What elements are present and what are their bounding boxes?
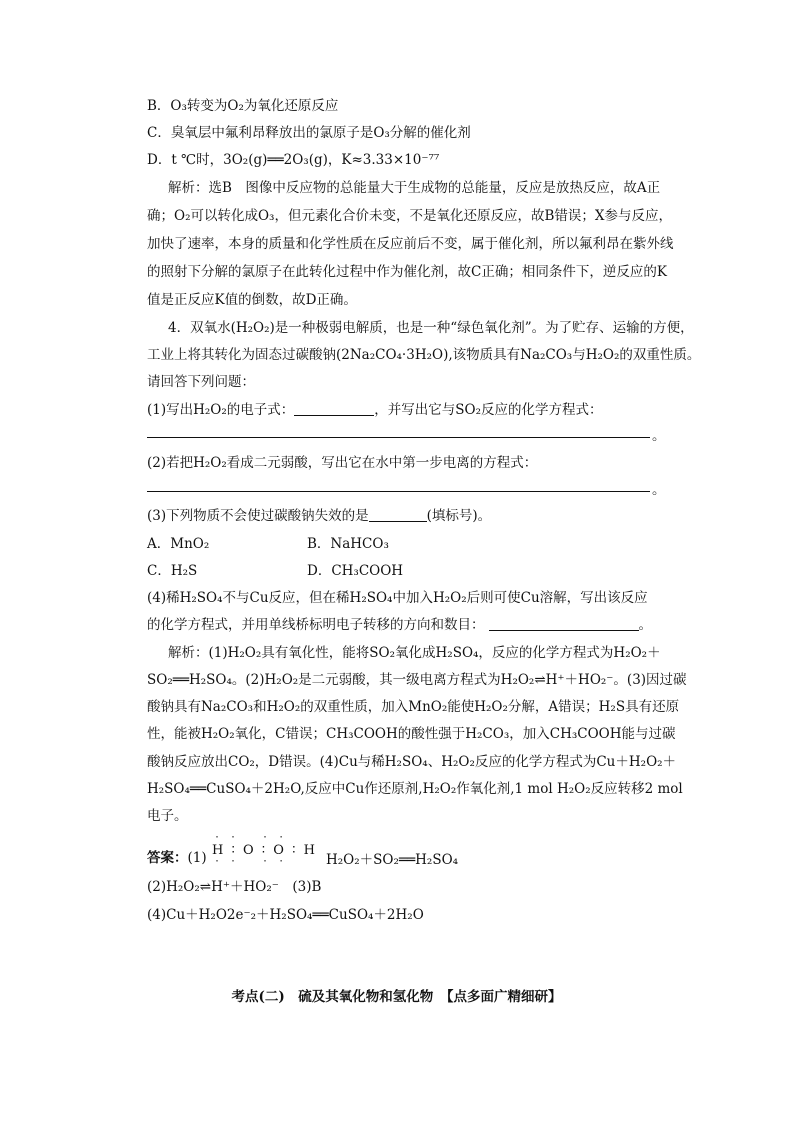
question-4-part-1 [147,402,603,418]
analysis2-line-7: 电子。 [147,808,188,824]
section-heading: 考点(二) 硫及其氧化物和氢化物 【点多面广精细研】 [231,989,562,1005]
answer-line-1[interactable] [147,437,650,438]
analysis-line-1: 解析：选B 图像中反应物的总能量大于生成物的总能量，反应是放热反应，故A正 [168,180,661,196]
question-4-part-4-line-2 [147,617,652,633]
analysis-line-5: 值是正反应K值的倒数，故D正确。 [147,292,357,308]
option-b: B．O₃转变为O₂为氧化还原反应 [147,98,339,114]
answer-label: 答案： [147,850,188,866]
part-1-prompt: (1)写出H₂O₂的电子式： [147,402,295,418]
question-4-part-2: (2)若把H₂O₂看成二元弱酸，写出它在水中第一步电离的方程式： [147,455,538,471]
option-c: C．臭氧层中氟利昂释放出的氯原子是O₃分解的催化剂 [147,125,471,141]
question-4-part-4-line-1: (4)稀H₂SO₄不与Cu反应，但在稀H₂SO₄中加入H₂O₂后则可使Cu溶解，写出该反应 [147,590,648,606]
answer-blank-4[interactable] [489,618,639,631]
answer-2-3: (2)H₂O₂⇌H⁺＋HO₂⁻ (3)B [147,879,322,895]
analysis2-line-3: 酸钠具有Na₂CO₃和H₂O₂的双重性质，加入MnO₂能使H₂O₂分解，A错误；H₂S具有还原 [147,699,680,715]
choice-a: A．MnO₂ [147,536,210,552]
period-4: 。 [638,617,652,633]
answer-1-number: (1) [187,850,207,866]
answer-1-equation: H₂O₂＋SO₂══H₂SO₄ [326,852,459,868]
choice-d: D．CH₃COOH [307,563,404,579]
electron-dots-top: ·· ·· [214,832,295,843]
analysis-line-2: 确；O₂可以转化成O₃，但元素化合价未变，不是氧化还原反应，故B错误；X参与反应， [147,208,672,224]
analysis2-line-2: SO₂══H₂SO₄。(2)H₂O₂是二元弱酸，其一级电离方程式为H₂O₂⇌H⁺＋HO₂⁻。(3)因过碳 [147,672,687,688]
h2o2-electron-formula: H ∶ O ∶ O ∶ H [212,843,317,858]
question-4-line-3: 请回答下列问题： [147,374,255,390]
analysis2-line-1: 解析：(1)H₂O₂具有氧化性，能将SO₂氧化成H₂SO₄，反应的化学方程式为H₂O₂＋ [168,645,661,661]
option-d: D．t ℃时，3O₂(g)══2O₃(g)，K≈3.33×10⁻⁷⁷ [147,152,440,168]
analysis2-line-5: 酸钠反应放出CO₂，D错误。(4)Cu与稀H₂SO₄、H₂O₂反应的化学方程式为Cu＋H₂O₂＋ [147,754,677,770]
period-2: 。 [652,482,666,498]
analysis-line-3: 加快了速率，本身的质量和化学性质在反应前后不变，属于催化剂，所以氟利昂在紫外线 [147,236,674,252]
analysis-line-4: 的照射下分解的氯原子在此转化过程中作为催化剂，故C正确；相同条件下，逆反应的K [147,264,667,280]
part-3-suffix: (填标号)。 [426,508,492,524]
period-1: 。 [652,428,666,444]
question-4-line-2: 工业上将其转化为固态过碳酸钠(2Na₂CO₄·3H₂O),该物质具有Na₂CO₃与H₂O₂的双重性质。 [147,347,701,363]
answer-label-line [147,850,207,866]
question-4-part-3 [147,508,491,524]
part-1-prompt-cont: ，并写出它与SO₂反应的化学方程式： [374,402,603,418]
analysis2-line-4: 性，能被H₂O₂氧化，C错误；CH₃COOH的酸性强于H₂CO₃，加入CH₃COOH能与过碳 [147,726,676,742]
part-4-prompt: 的化学方程式，并用单线桥标明电子转移的方向和数目： [147,617,485,633]
answer-blank-1[interactable] [294,403,374,416]
part-3-prompt: (3)下列物质不会使过碳酸钠失效的是 [147,508,369,524]
answer-4: (4)Cu＋H₂O2e⁻₂＋H₂SO₄══CuSO₄＋2H₂O [147,907,424,923]
question-4-line-1: 4．双氧水(H₂O₂)是一种极弱电解质，也是一种“绿色氧化剂”。为了贮存、运输的方便， [168,320,694,336]
analysis2-line-6: H₂SO₄══CuSO₄＋2H₂O,反应中Cu作还原剂,H₂O₂作氧化剂,1 mol H₂O₂反应转移2 mol [147,781,683,797]
choice-b: B．NaHCO₃ [307,536,389,552]
answer-blank-3[interactable] [369,509,427,522]
choice-c: C．H₂S [147,563,198,579]
answer-line-2[interactable] [147,491,650,492]
electron-dots-bottom: ·· ·· [214,856,295,867]
